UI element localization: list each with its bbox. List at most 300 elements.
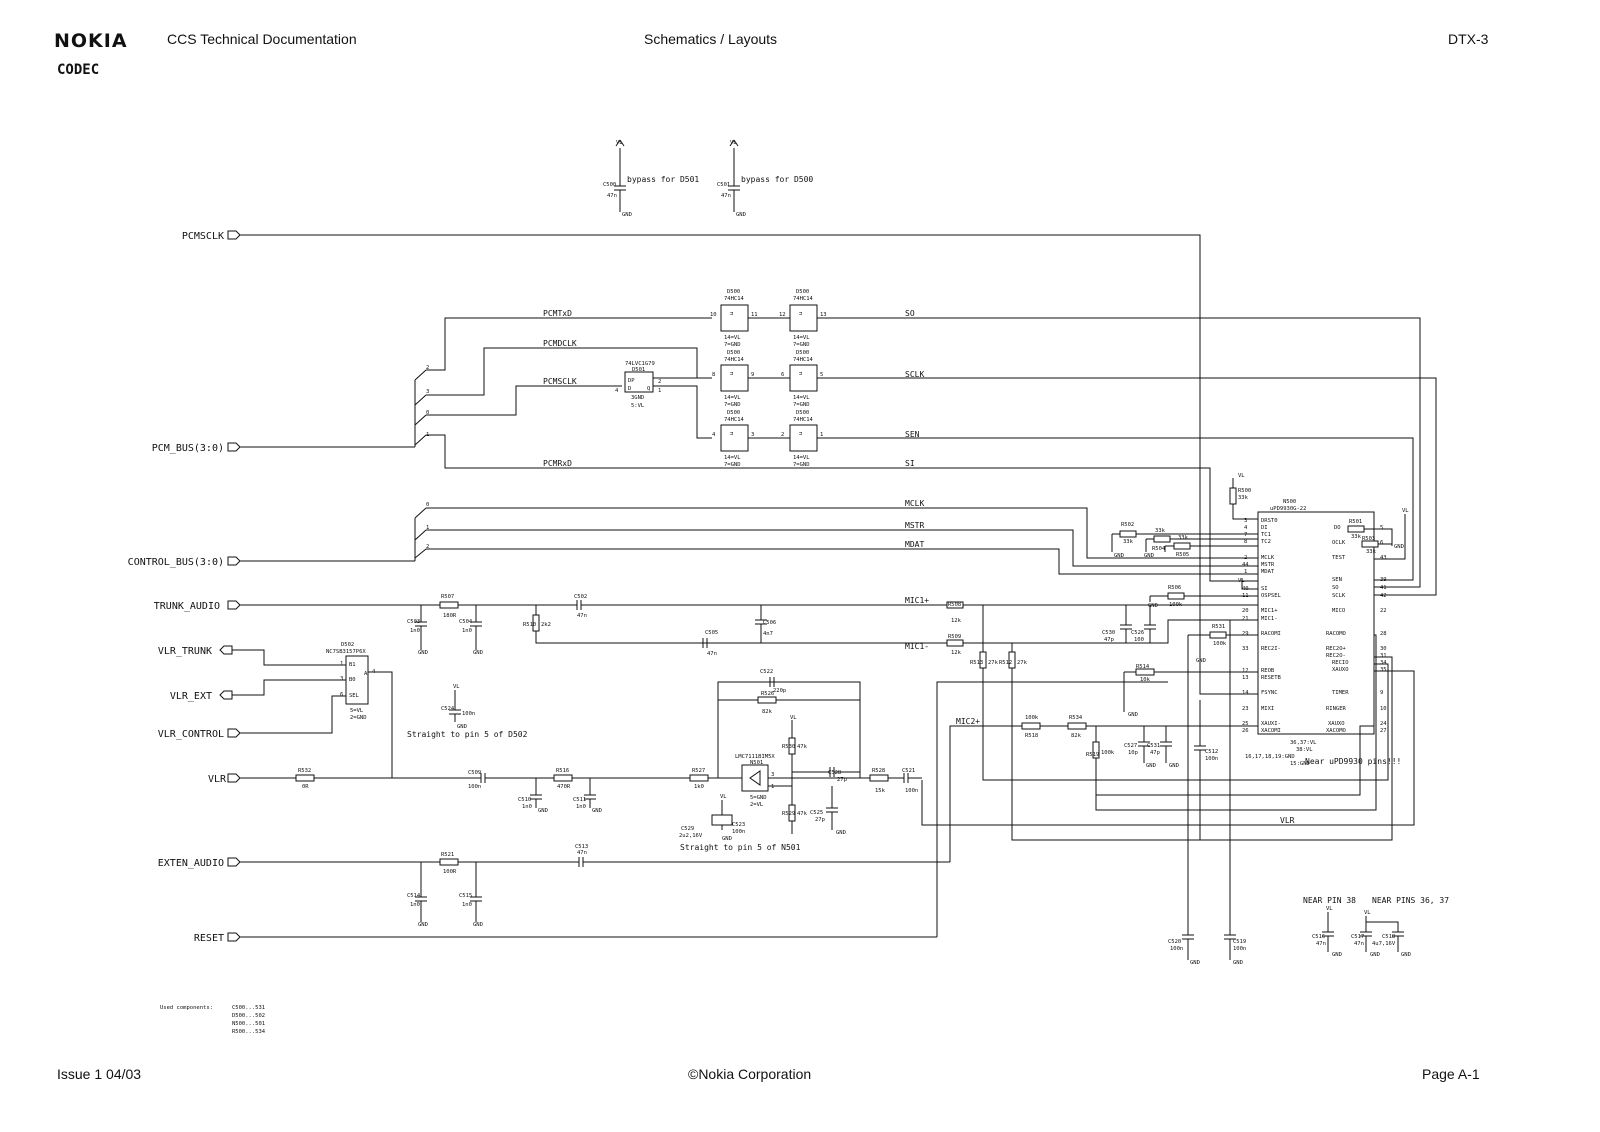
svg-text:R528: R528 (872, 768, 886, 774)
svg-text:1: 1 (340, 661, 344, 667)
svg-text:33k: 33k (1155, 528, 1165, 534)
used-components (160, 1005, 266, 1035)
svg-text:16,17,18,19:GND: 16,17,18,19:GND (1245, 754, 1295, 760)
svg-text:FSYNC: FSYNC (1261, 690, 1278, 696)
svg-text:MICO: MICO (1332, 608, 1346, 614)
svg-text:MIXI: MIXI (1261, 706, 1275, 712)
svg-text:XACOMO: XACOMO (1326, 728, 1346, 734)
svg-text:10: 10 (1380, 706, 1387, 712)
svg-text:R500...534: R500...534 (232, 1029, 266, 1035)
svg-text:74HC14: 74HC14 (793, 417, 813, 423)
svg-text:⊐: ⊐ (799, 431, 803, 437)
svg-text:36,37:VL: 36,37:VL (1290, 740, 1317, 746)
svg-text:GND: GND (418, 922, 428, 928)
svg-text:1k0: 1k0 (694, 784, 704, 790)
near-pin-caps (1303, 896, 1449, 958)
svg-text:3: 3 (771, 772, 775, 778)
svg-text:OCLK: OCLK (1332, 540, 1346, 546)
svg-text:0R: 0R (302, 784, 309, 790)
svg-text:Used components:: Used components: (160, 1005, 213, 1011)
svg-text:⊐: ⊐ (799, 371, 803, 377)
note-bypass-d501: bypass for D501 (627, 175, 700, 184)
svg-text:74HC14: 74HC14 (724, 296, 744, 302)
section-title: CODEC (57, 62, 100, 78)
port-control-bus (128, 557, 240, 568)
svg-text:2=VL: 2=VL (750, 802, 764, 808)
svg-text:9: 9 (751, 372, 755, 378)
net-mclk: MCLK (905, 499, 925, 508)
svg-text:R512: R512 (999, 660, 1013, 666)
nokia-logo: NOKIA (54, 30, 128, 52)
svg-text:47n: 47n (1354, 941, 1364, 947)
svg-text:OSPSEL: OSPSEL (1261, 593, 1281, 599)
net-pcmtxd: PCMTxD (543, 309, 572, 318)
svg-text:14=VL: 14=VL (724, 335, 741, 341)
svg-text:R502: R502 (1121, 522, 1135, 528)
svg-text:D500: D500 (796, 350, 810, 356)
svg-text:1: 1 (426, 525, 430, 531)
svg-text:R530: R530 (782, 744, 796, 750)
svg-text:7=GND: 7=GND (793, 462, 810, 468)
svg-text:20: 20 (1242, 608, 1249, 614)
svg-text:4u7,16V: 4u7,16V (1372, 941, 1396, 947)
svg-text:MSTR: MSTR (1261, 562, 1275, 568)
svg-text:⊐: ⊐ (730, 311, 734, 317)
port-vlr-control (158, 729, 240, 740)
svg-text:26: 26 (1242, 728, 1249, 734)
svg-text:1n0: 1n0 (462, 628, 472, 634)
n500-codec (1242, 499, 1401, 767)
svg-text:A: A (364, 671, 368, 677)
svg-text:R513: R513 (970, 660, 984, 666)
svg-text:74HC14: 74HC14 (793, 357, 813, 363)
svg-text:R516: R516 (556, 768, 570, 774)
svg-text:C516: C516 (1312, 934, 1326, 940)
svg-text:R505: R505 (1176, 552, 1190, 558)
svg-text:GND: GND (1144, 553, 1154, 559)
svg-text:GND: GND (722, 836, 732, 842)
svg-text:47k: 47k (797, 744, 807, 750)
svg-text:C512: C512 (1205, 749, 1219, 755)
svg-text:100n: 100n (468, 784, 482, 790)
svg-text:33k: 33k (1351, 534, 1361, 540)
svg-text:R509: R509 (948, 634, 962, 640)
svg-text:12: 12 (779, 312, 786, 318)
port-vlr (208, 774, 240, 785)
svg-text:C518: C518 (1382, 934, 1396, 940)
svg-text:1: 1 (771, 784, 775, 790)
svg-text:30: 30 (1380, 646, 1387, 652)
svg-text:XACOMI: XACOMI (1261, 728, 1281, 734)
svg-text:34: 34 (1380, 660, 1387, 666)
svg-text:TEST: TEST (1332, 555, 1346, 561)
svg-text:100k: 100k (1025, 715, 1039, 721)
svg-text:3: 3 (426, 389, 430, 395)
svg-text:33k: 33k (1178, 535, 1188, 541)
svg-text:R500: R500 (1238, 488, 1252, 494)
svg-text:XAUXO: XAUXO (1332, 667, 1349, 673)
svg-text:100k: 100k (1169, 602, 1183, 608)
svg-text:PCMSCLK: PCMSCLK (181, 231, 224, 242)
net-sen: SEN (905, 430, 920, 439)
svg-text:1n0: 1n0 (462, 902, 472, 908)
svg-text:MCLK: MCLK (1261, 555, 1275, 561)
net-mic1p: MIC1+ (905, 596, 930, 605)
svg-text:2k2: 2k2 (541, 622, 551, 628)
svg-text:5: 5 (820, 372, 824, 378)
svg-text:REOB: REOB (1261, 668, 1275, 674)
svg-text:C513: C513 (575, 844, 589, 850)
svg-text:C509: C509 (468, 770, 482, 776)
note-near-38: NEAR PIN 38 (1303, 896, 1356, 905)
svg-text:C511: C511 (573, 797, 587, 803)
port-vlr-ext (170, 691, 232, 702)
svg-text:1n0: 1n0 (576, 804, 586, 810)
svg-text:74HC14: 74HC14 (793, 296, 813, 302)
svg-text:GND: GND (1196, 658, 1206, 664)
svg-text:220p: 220p (773, 688, 787, 694)
svg-text:GND: GND (538, 808, 548, 814)
svg-text:3: 3 (1244, 518, 1248, 524)
svg-text:7: 7 (1244, 532, 1248, 538)
note-near-3637: NEAR PINS 36, 37 (1372, 896, 1450, 905)
svg-text:Q: Q (647, 386, 651, 392)
svg-text:C524: C524 (441, 706, 455, 712)
svg-text:C521: C521 (902, 768, 916, 774)
footer-issue: Issue 1 04/03 (57, 1066, 142, 1082)
note-straight-d502: Straight to pin 5 of D502 (407, 730, 528, 739)
svg-text:33k: 33k (1366, 549, 1376, 555)
svg-text:VL: VL (730, 140, 737, 146)
doc-title: CCS Technical Documentation (167, 31, 357, 47)
svg-text:47n: 47n (1316, 941, 1326, 947)
svg-text:10k: 10k (1140, 677, 1150, 683)
svg-text:GND: GND (418, 650, 428, 656)
port-pcm-bus (152, 443, 240, 454)
svg-text:DO: DO (1334, 525, 1341, 531)
svg-text:PCM_BUS(3:0): PCM_BUS(3:0) (151, 443, 224, 454)
svg-text:82k: 82k (1071, 733, 1081, 739)
svg-text:4: 4 (372, 669, 376, 675)
bypass-c500 (603, 140, 699, 218)
svg-text:1n0: 1n0 (522, 804, 532, 810)
svg-text:R527: R527 (692, 768, 706, 774)
svg-text:47n: 47n (607, 193, 617, 199)
svg-text:2: 2 (781, 432, 785, 438)
svg-text:11: 11 (751, 312, 758, 318)
svg-text:RESET: RESET (193, 933, 224, 944)
svg-text:8: 8 (712, 372, 716, 378)
svg-text:14=VL: 14=VL (793, 395, 810, 401)
svg-text:180R: 180R (443, 613, 457, 619)
svg-text:CONTROL_BUS(3:0): CONTROL_BUS(3:0) (127, 557, 224, 568)
net-mstr: MSTR (905, 521, 925, 530)
svg-text:5: 5 (1380, 525, 1384, 531)
svg-text:R529: R529 (782, 811, 796, 817)
svg-text:GND: GND (592, 808, 602, 814)
footer-page: Page A-1 (1422, 1066, 1480, 1082)
net-pcmsclk: PCMSCLK (543, 377, 577, 386)
svg-text:15:GND: 15:GND (1290, 761, 1310, 767)
svg-text:VL: VL (720, 794, 727, 800)
svg-text:40: 40 (1242, 586, 1249, 592)
svg-text:22: 22 (1380, 608, 1387, 614)
svg-text:C526: C526 (1131, 630, 1145, 636)
svg-text:GND: GND (1233, 960, 1243, 966)
svg-text:XAUXO: XAUXO (1328, 721, 1345, 727)
net-pcmrxd: PCMRxD (543, 459, 572, 468)
svg-text:13: 13 (1242, 675, 1249, 681)
port-vlr-trunk (158, 646, 232, 657)
svg-text:14=VL: 14=VL (724, 455, 741, 461)
d502-switch (232, 642, 392, 778)
svg-text:27k: 27k (1017, 660, 1027, 666)
svg-text:14=VL: 14=VL (793, 455, 810, 461)
svg-text:R504: R504 (1152, 546, 1166, 552)
exten-audio-path (240, 844, 950, 928)
svg-text:C519: C519 (1233, 939, 1247, 945)
svg-text:GND: GND (1394, 544, 1404, 550)
svg-text:D502: D502 (341, 642, 355, 648)
svg-text:C517: C517 (1351, 934, 1365, 940)
svg-text:SEN: SEN (1332, 577, 1342, 583)
svg-text:C514: C514 (407, 893, 421, 899)
svg-text:47n: 47n (721, 193, 731, 199)
svg-text:6: 6 (1380, 540, 1384, 546)
svg-text:GND: GND (1370, 952, 1380, 958)
net-mdat: MDAT (905, 540, 925, 549)
net-so: SO (905, 309, 915, 318)
svg-text:D500...502: D500...502 (232, 1013, 266, 1019)
svg-text:23: 23 (1242, 706, 1249, 712)
svg-text:100R: 100R (443, 869, 457, 875)
svg-text:1: 1 (426, 432, 430, 438)
svg-text:100n: 100n (732, 829, 746, 835)
svg-text:1n0: 1n0 (410, 628, 420, 634)
svg-text:3: 3 (751, 432, 755, 438)
svg-text:R518: R518 (1025, 733, 1039, 739)
svg-text:33: 33 (1242, 646, 1249, 652)
svg-text:2: 2 (426, 365, 430, 371)
svg-text:R507: R507 (441, 594, 455, 600)
svg-text:RINGER: RINGER (1326, 706, 1346, 712)
svg-text:31: 31 (1380, 653, 1387, 659)
svg-text:12: 12 (1242, 668, 1249, 674)
svg-text:7=GND: 7=GND (793, 342, 810, 348)
svg-text:100: 100 (1134, 637, 1144, 643)
net-mic2p: MIC2+ (956, 717, 981, 726)
svg-text:47p: 47p (1150, 750, 1160, 756)
svg-text:100n: 100n (1205, 756, 1219, 762)
svg-text:VLR_TRUNK: VLR_TRUNK (157, 646, 212, 657)
svg-text:100n: 100n (462, 711, 476, 717)
svg-text:TC1: TC1 (1261, 532, 1271, 538)
svg-text:9: 9 (1380, 690, 1384, 696)
svg-text:DP: DP (628, 378, 635, 384)
svg-text:100n: 100n (905, 788, 919, 794)
port-pcmsclk (182, 231, 240, 242)
svg-text:4n7: 4n7 (763, 631, 773, 637)
svg-text:1: 1 (820, 432, 824, 438)
svg-text:C515: C515 (459, 893, 473, 899)
svg-text:R526: R526 (761, 691, 775, 697)
svg-text:6: 6 (781, 372, 785, 378)
svg-text:29: 29 (1242, 631, 1249, 637)
svg-text:2: 2 (1244, 555, 1248, 561)
svg-text:10: 10 (710, 312, 717, 318)
footer-copyright: ©Nokia Corporation (688, 1066, 812, 1082)
svg-text:D500: D500 (796, 289, 810, 295)
svg-text:43: 43 (1380, 555, 1387, 561)
svg-text:R534: R534 (1069, 715, 1083, 721)
svg-text:DRST0: DRST0 (1261, 518, 1278, 524)
doc-center-title: Schematics / Layouts (644, 31, 778, 47)
svg-text:47n: 47n (577, 613, 587, 619)
svg-text:R510: R510 (523, 622, 537, 628)
svg-text:28: 28 (1380, 631, 1387, 637)
svg-text:TC2: TC2 (1261, 539, 1271, 545)
svg-text:GND: GND (1114, 553, 1124, 559)
svg-text:B1: B1 (349, 662, 356, 668)
svg-text:R521: R521 (441, 852, 455, 858)
svg-text:VL: VL (790, 715, 797, 721)
svg-text:38:VL: 38:VL (1296, 747, 1313, 753)
svg-text:2: 2 (426, 544, 430, 550)
svg-text:TIMER: TIMER (1332, 690, 1349, 696)
svg-text:⊐: ⊐ (799, 311, 803, 317)
svg-text:12k: 12k (951, 650, 961, 656)
svg-text:4: 4 (712, 432, 716, 438)
svg-text:24: 24 (1380, 721, 1387, 727)
bypass-c501 (717, 140, 813, 218)
svg-text:NC7SB3157P6X: NC7SB3157P6X (326, 649, 366, 655)
control-bus-wiring (240, 499, 1258, 574)
svg-text:REC2O+: REC2O+ (1326, 646, 1346, 652)
c524 (407, 684, 528, 739)
net-vlr: VLR (1280, 816, 1295, 825)
svg-text:TRUNK_AUDIO: TRUNK_AUDIO (153, 601, 220, 612)
svg-text:⊐: ⊐ (730, 431, 734, 437)
svg-text:D500: D500 (796, 410, 810, 416)
port-exten-audio (158, 858, 240, 869)
svg-text:D500: D500 (727, 289, 741, 295)
svg-text:C531: C531 (1147, 743, 1161, 749)
svg-text:C528: C528 (828, 770, 842, 776)
svg-text:R532: R532 (298, 768, 312, 774)
svg-text:C501: C501 (717, 182, 731, 188)
svg-text:27k: 27k (988, 660, 998, 666)
svg-text:47k: 47k (797, 811, 807, 817)
svg-text:VL: VL (1238, 473, 1245, 479)
svg-text:2: 2 (658, 379, 662, 385)
svg-text:N501: N501 (750, 760, 764, 766)
svg-text:1: 1 (658, 388, 662, 394)
svg-text:GND: GND (1148, 603, 1158, 609)
svg-text:3GND: 3GND (631, 395, 645, 401)
svg-text:3: 3 (340, 676, 344, 682)
svg-text:21: 21 (1242, 616, 1249, 622)
svg-text:SO: SO (1332, 585, 1339, 591)
svg-text:25: 25 (1242, 721, 1249, 727)
d500-gates (710, 289, 827, 468)
pcm-bus-wiring (240, 309, 1258, 581)
svg-text:GND: GND (622, 212, 632, 218)
svg-text:C529: C529 (681, 826, 695, 832)
svg-text:R508: R508 (948, 602, 962, 608)
svg-text:C504: C504 (459, 619, 473, 625)
svg-text:74LVC1G79: 74LVC1G79 (625, 361, 655, 367)
svg-text:44: 44 (1242, 562, 1249, 568)
svg-text:C510: C510 (518, 797, 532, 803)
svg-text:C520: C520 (1168, 939, 1182, 945)
svg-text:11: 11 (1242, 593, 1249, 599)
svg-text:47p: 47p (1104, 637, 1114, 643)
svg-text:R514: R514 (1136, 664, 1150, 670)
svg-text:C503: C503 (407, 619, 421, 625)
svg-text:MIC1+: MIC1+ (1261, 608, 1278, 614)
svg-text:7=GND: 7=GND (793, 402, 810, 408)
svg-text:REC2O-: REC2O- (1326, 653, 1346, 659)
svg-text:GND: GND (1190, 960, 1200, 966)
svg-text:D500: D500 (727, 350, 741, 356)
svg-text:12k: 12k (951, 618, 961, 624)
svg-text:0: 0 (426, 502, 430, 508)
svg-text:R503: R503 (1362, 536, 1376, 542)
svg-text:LMC7111BIM5X: LMC7111BIM5X (735, 754, 775, 760)
svg-text:GND: GND (736, 212, 746, 218)
svg-text:⊐: ⊐ (730, 371, 734, 377)
svg-text:47n: 47n (577, 850, 587, 856)
svg-text:C500: C500 (603, 182, 617, 188)
svg-text:7=GND: 7=GND (724, 402, 741, 408)
svg-text:C530: C530 (1102, 630, 1116, 636)
svg-text:N500: N500 (1283, 499, 1297, 505)
svg-text:RESETB: RESETB (1261, 675, 1281, 681)
svg-text:15k: 15k (875, 788, 885, 794)
svg-text:C502: C502 (574, 594, 588, 600)
svg-text:14=VL: 14=VL (724, 395, 741, 401)
svg-text:B0: B0 (349, 677, 356, 683)
svg-text:GND: GND (1169, 763, 1179, 769)
svg-text:SI: SI (1261, 586, 1268, 592)
net-pcmdclk: PCMDCLK (543, 339, 577, 348)
svg-text:REC2I-: REC2I- (1261, 646, 1281, 652)
svg-text:74HC14: 74HC14 (724, 357, 744, 363)
note-bypass-d500: bypass for D500 (741, 175, 814, 184)
svg-text:35: 35 (1380, 667, 1387, 673)
svg-text:C500...531: C500...531 (232, 1005, 266, 1011)
svg-text:0: 0 (426, 410, 430, 416)
svg-text:82k: 82k (762, 709, 772, 715)
model-label: DTX-3 (1448, 31, 1489, 47)
resistors-r502-r505 (1112, 522, 1258, 559)
svg-text:MDAT: MDAT (1261, 569, 1275, 575)
svg-text:XAUXI-: XAUXI- (1261, 721, 1281, 727)
net-si: SI (905, 459, 915, 468)
svg-text:7=GND: 7=GND (724, 342, 741, 348)
svg-text:8: 8 (1244, 539, 1248, 545)
svg-text:GND: GND (1128, 712, 1138, 718)
svg-text:GND: GND (1332, 952, 1342, 958)
svg-text:2=GND: 2=GND (350, 715, 367, 721)
svg-text:4: 4 (615, 388, 619, 394)
svg-text:GND: GND (1146, 763, 1156, 769)
svg-text:RACOMO: RACOMO (1326, 631, 1346, 637)
svg-text:GND: GND (836, 830, 846, 836)
svg-text:VL: VL (1364, 910, 1371, 916)
r500 (1230, 473, 1258, 519)
svg-text:R501: R501 (1349, 519, 1363, 525)
